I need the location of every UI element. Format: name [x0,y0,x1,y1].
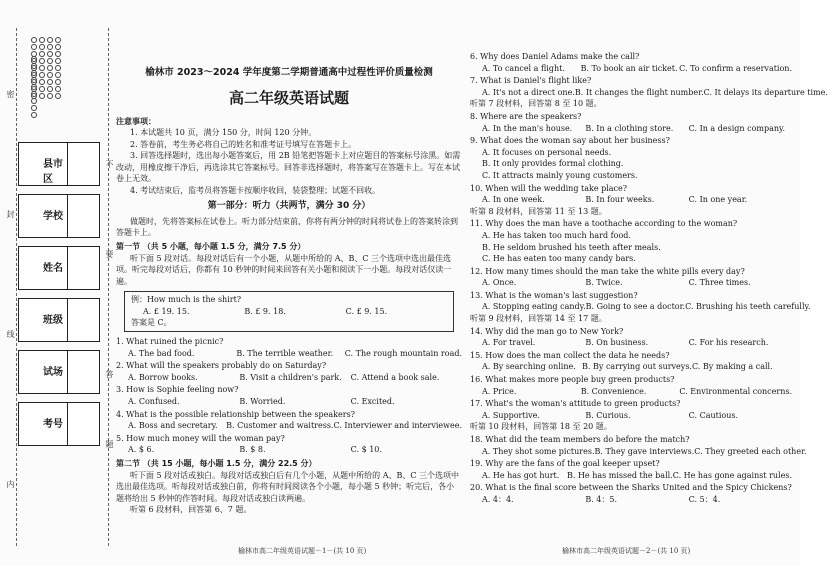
field-exam-room[interactable] [18,350,100,394]
field-school[interactable] [18,194,100,238]
field-exam-number[interactable] [18,402,100,446]
section2-title: 第二节 （共 15 小题，每小题 1.5 分，满分 22.5 分） [116,459,317,468]
field-label: 班级 [43,315,63,326]
option: B. Going to see a doctor. [585,302,686,312]
option: B. He seldom brushed his teeth after meals. [482,242,661,252]
options-row [470,361,792,373]
option: C. Excited. [350,397,395,407]
option: B. Visit a children's park. [239,372,342,382]
option: C. Three times. [688,278,751,288]
option: A. Confused. [128,397,180,407]
option: B. £ 9. 18. [244,306,286,316]
field-label: 试场 [43,367,63,378]
option: B. To book an air ticket. [580,63,678,73]
option: A. They shot some pictures. [482,446,595,456]
option: A. He has got hurt. [482,470,560,480]
option: C. By making a call. [691,362,773,372]
example-answer: 答案是 C。 [131,318,172,328]
question: 2. What will the speakers probably do on Saturday? [116,361,327,371]
option: B. They gave interviews. [594,446,695,456]
section1-title: 第一节 （共 5 小题，每小题 1.5 分，满分 7.5 分） [116,241,306,251]
question: 5. How much money will the woman pay? [116,433,285,443]
field-name[interactable] [18,246,100,290]
example-question: 例：How much is the shirt? [131,295,242,305]
option: A. The bad food. [128,348,195,358]
listening-cue: 听第 9 段材料，回答第 14 至 17 题。 [470,314,607,324]
options-row [116,444,462,456]
option: B. $ 8. [239,445,266,455]
option: A. Borrow books. [128,372,198,382]
option: A. For travel. [482,338,536,348]
field-label: 学校 [43,211,63,222]
option: B. The terrible weather. [236,348,334,358]
exam-header: 榆林市 2023～2024 学年度第二学期普通高中过程性评价质量检测 [145,67,433,78]
options-row [470,63,792,75]
question: 16. What makes more people buy green products? [470,375,675,385]
option: C. To confirm a reservation. [679,63,792,73]
seal-marker: 内 [6,480,15,488]
options-row [116,372,462,384]
option: C. Environmental concerns. [679,386,793,396]
question: 1. What ruined the picnic? [116,337,224,347]
part1-title: 第一部分：听力（共两节，满分 30 分） [207,200,371,211]
option: A. It's not a direct one. [482,87,575,97]
seal-marker: 密 [6,90,15,98]
option: B. 4：5. [585,494,618,504]
option: C. Cautious. [688,410,739,420]
options-row [470,87,828,99]
option: C. 5：4. [688,494,721,504]
option: C. In one year. [688,195,748,205]
options-row [470,470,792,482]
option: C. Brushing his teeth carefully. [685,302,811,312]
section2-intro: 听下面 5 段对话或独白。每段对话或独白后有几个小题，从题中所给的 A、B、C 三个选项中选出最佳选项。听每段对话或独白前，你将有时间阅读各个小题，每小题 5 秒钟；听完后，各小题将给出 5 秒钟的作答时间。每段对话或独白读两遍。 [116,470,460,503]
seal-marker: 要 [105,250,114,258]
binding-strip [0,0,118,566]
question: 9. What does the woman say about her business? [470,136,670,146]
seal-line [108,28,109,546]
field-label: 县市区 [43,159,63,185]
question: 11. Why does the man have a toothache according to the woman? [470,219,738,229]
option: B. Worried. [239,397,286,407]
question-list [116,336,462,456]
options-row [470,194,792,206]
option: B. In four weeks. [585,195,655,205]
option: A. Price. [482,386,517,396]
options-row [470,301,811,313]
option: B. Convenience. [580,386,647,396]
option: B. It only provides formal clothing. [482,159,624,169]
punch-holes [30,28,66,91]
question: 15. How does the man collect the data he needs? [470,350,670,360]
option: A. Once. [482,278,517,288]
option: C. It delays its departure time. [703,87,828,97]
question: 10. When will the wedding take place? [470,183,628,193]
options-row [470,410,792,422]
options-row [116,420,462,432]
option: A. In the man's house. [482,123,573,133]
option: C. £ 9. 15. [345,306,388,316]
option: B. On business. [585,338,649,348]
seal-marker: 线 [6,330,15,338]
note-item: 3. 回答选择题时，选出每小题答案后，用 2B 铅笔把答题卡上对应题目的答案标号涂黑。如需改动，用橡皮擦干净后，再选涂其它答案标号。回答非选择题时，将答案写在答题卡上。写在本试卷上无效。 [116,151,461,184]
option: A. Boss and secretary. [128,421,218,431]
field-county[interactable] [18,142,100,186]
question: 14. Why did the man go to New York? [470,326,624,336]
option: A. Supportive. [482,410,540,420]
field-class[interactable] [18,298,100,342]
option: C. They greeted each other. [694,446,807,456]
option: A. To cancel a flight. [482,63,565,73]
option: A. He has taken too much hard food. [482,230,631,240]
option: B. He has missed the ball. [566,470,673,480]
option: C. Interviewer and interviewee. [333,421,462,431]
options-row [470,386,792,398]
seal-marker: 题 [105,440,114,448]
question: 4. What is the possible relationship between the speakers? [116,409,355,419]
option: B. Twice. [585,278,623,288]
seal-marker: 封 [6,210,15,218]
option: A. By searching online. [482,362,576,372]
option: C. Attend a book sale. [350,372,440,382]
page-footer: 榆林市高二年级英语试题－1－(共 10 页) [238,547,367,555]
option: A. Stopping eating candy. [482,302,586,312]
question: 20. What is the final score between the Sharks United and the Spicy Chickens? [470,483,792,493]
left-column [116,0,462,516]
question: 17. What's the woman's attitude to green products? [470,399,681,409]
example-options [131,306,447,318]
option: C. In a design company. [688,123,786,133]
option: B. Curious. [585,410,631,420]
options-row [470,123,792,135]
field-label: 考号 [43,419,63,430]
option: C. It attracts mainly young customers. [482,170,638,180]
note-item: 1. 本试题共 10 页，满分 150 分，时间 120 分钟。 [130,128,317,138]
question: 18. What did the team members do before the match? [470,435,690,444]
question: 7. What is Daniel's flight like? [470,76,592,86]
option: B. By carrying out surveys. [582,362,692,372]
options-row [116,348,462,360]
option: C. $ 10. [350,445,382,455]
option: A. It focuses on personal needs. [482,147,612,157]
option: B. In a clothing store. [585,123,674,133]
question: 3. How is Sophie feeling now? [116,385,239,395]
option: B. Customer and waitress. [226,421,334,431]
option: C. He has gone against rules. [672,470,792,480]
listening-cue: 听第 8 段材料，回答第 11 至 13 题。 [470,206,607,216]
note-item: 4. 考试结束后，监考员将答题卡按顺序收回，装袋整理；试题不回收。 [130,186,381,196]
question: 6. Why does Daniel Adams make the call? [470,52,640,61]
page-title: 高二年级英语试题 [228,88,349,107]
options-row [470,494,792,506]
option: C. The rough mountain road. [344,348,463,358]
option: A. $ 6. [128,445,155,455]
listening-cue: 听第 7 段材料，回答第 8 至 10 题。 [470,99,602,109]
listening-cue: 听第 6 段材料，回答第 6、7 题。 [130,505,252,515]
question: 19. Why are the fans of the goal keeper upset? [470,459,660,469]
options-row [470,337,792,349]
question: 13. What is the woman's last suggestion? [470,290,638,300]
option: A. 4：4. [482,494,514,504]
listening-cue: 听第 10 段材料，回答第 18 至 20 题。 [470,422,612,432]
option: C. For his research. [688,338,769,348]
seal-line [16,28,17,546]
part1-intro: 做题时，先将答案标在试卷上。听力部分结束前，你将有两分钟的时间将试卷上的答案转涂到答题卡上。 [116,216,458,238]
option: A. In one week. [482,195,545,205]
options-row [470,277,792,289]
options-row [470,446,807,458]
seal-marker: 答 [105,370,114,378]
example-box [124,291,454,332]
question: 12. How many times should the man take the white pills every day? [470,266,745,276]
option: B. It changes the flight number. [574,87,704,97]
page-footer: 榆林市高二年级英语试题－2－(共 10 页) [562,547,691,555]
section1-intro: 听下面 5 段对话。每段对话后有一个小题，从题中所给的 A、B、C 三个选项中选出最佳选项。听完每段对话后，你都有 10 秒钟的时间来回答有关小题和阅读下一小题。每段对话仅读一遍。 [116,253,452,286]
option: C. He has eaten too many candy bars. [482,254,636,264]
right-column [470,50,828,506]
field-label: 姓名 [43,263,63,274]
note-item: 2. 答卷前，考生务必将自己的姓名和准考证号填写在答题卡上。 [130,139,357,149]
option: A. £ 19. 15. [143,306,190,316]
options-row [116,396,462,408]
question: 8. Where are the speakers? [470,111,582,121]
notes-heading: 注意事项： [116,116,156,126]
seal-marker: 不 [105,160,114,168]
